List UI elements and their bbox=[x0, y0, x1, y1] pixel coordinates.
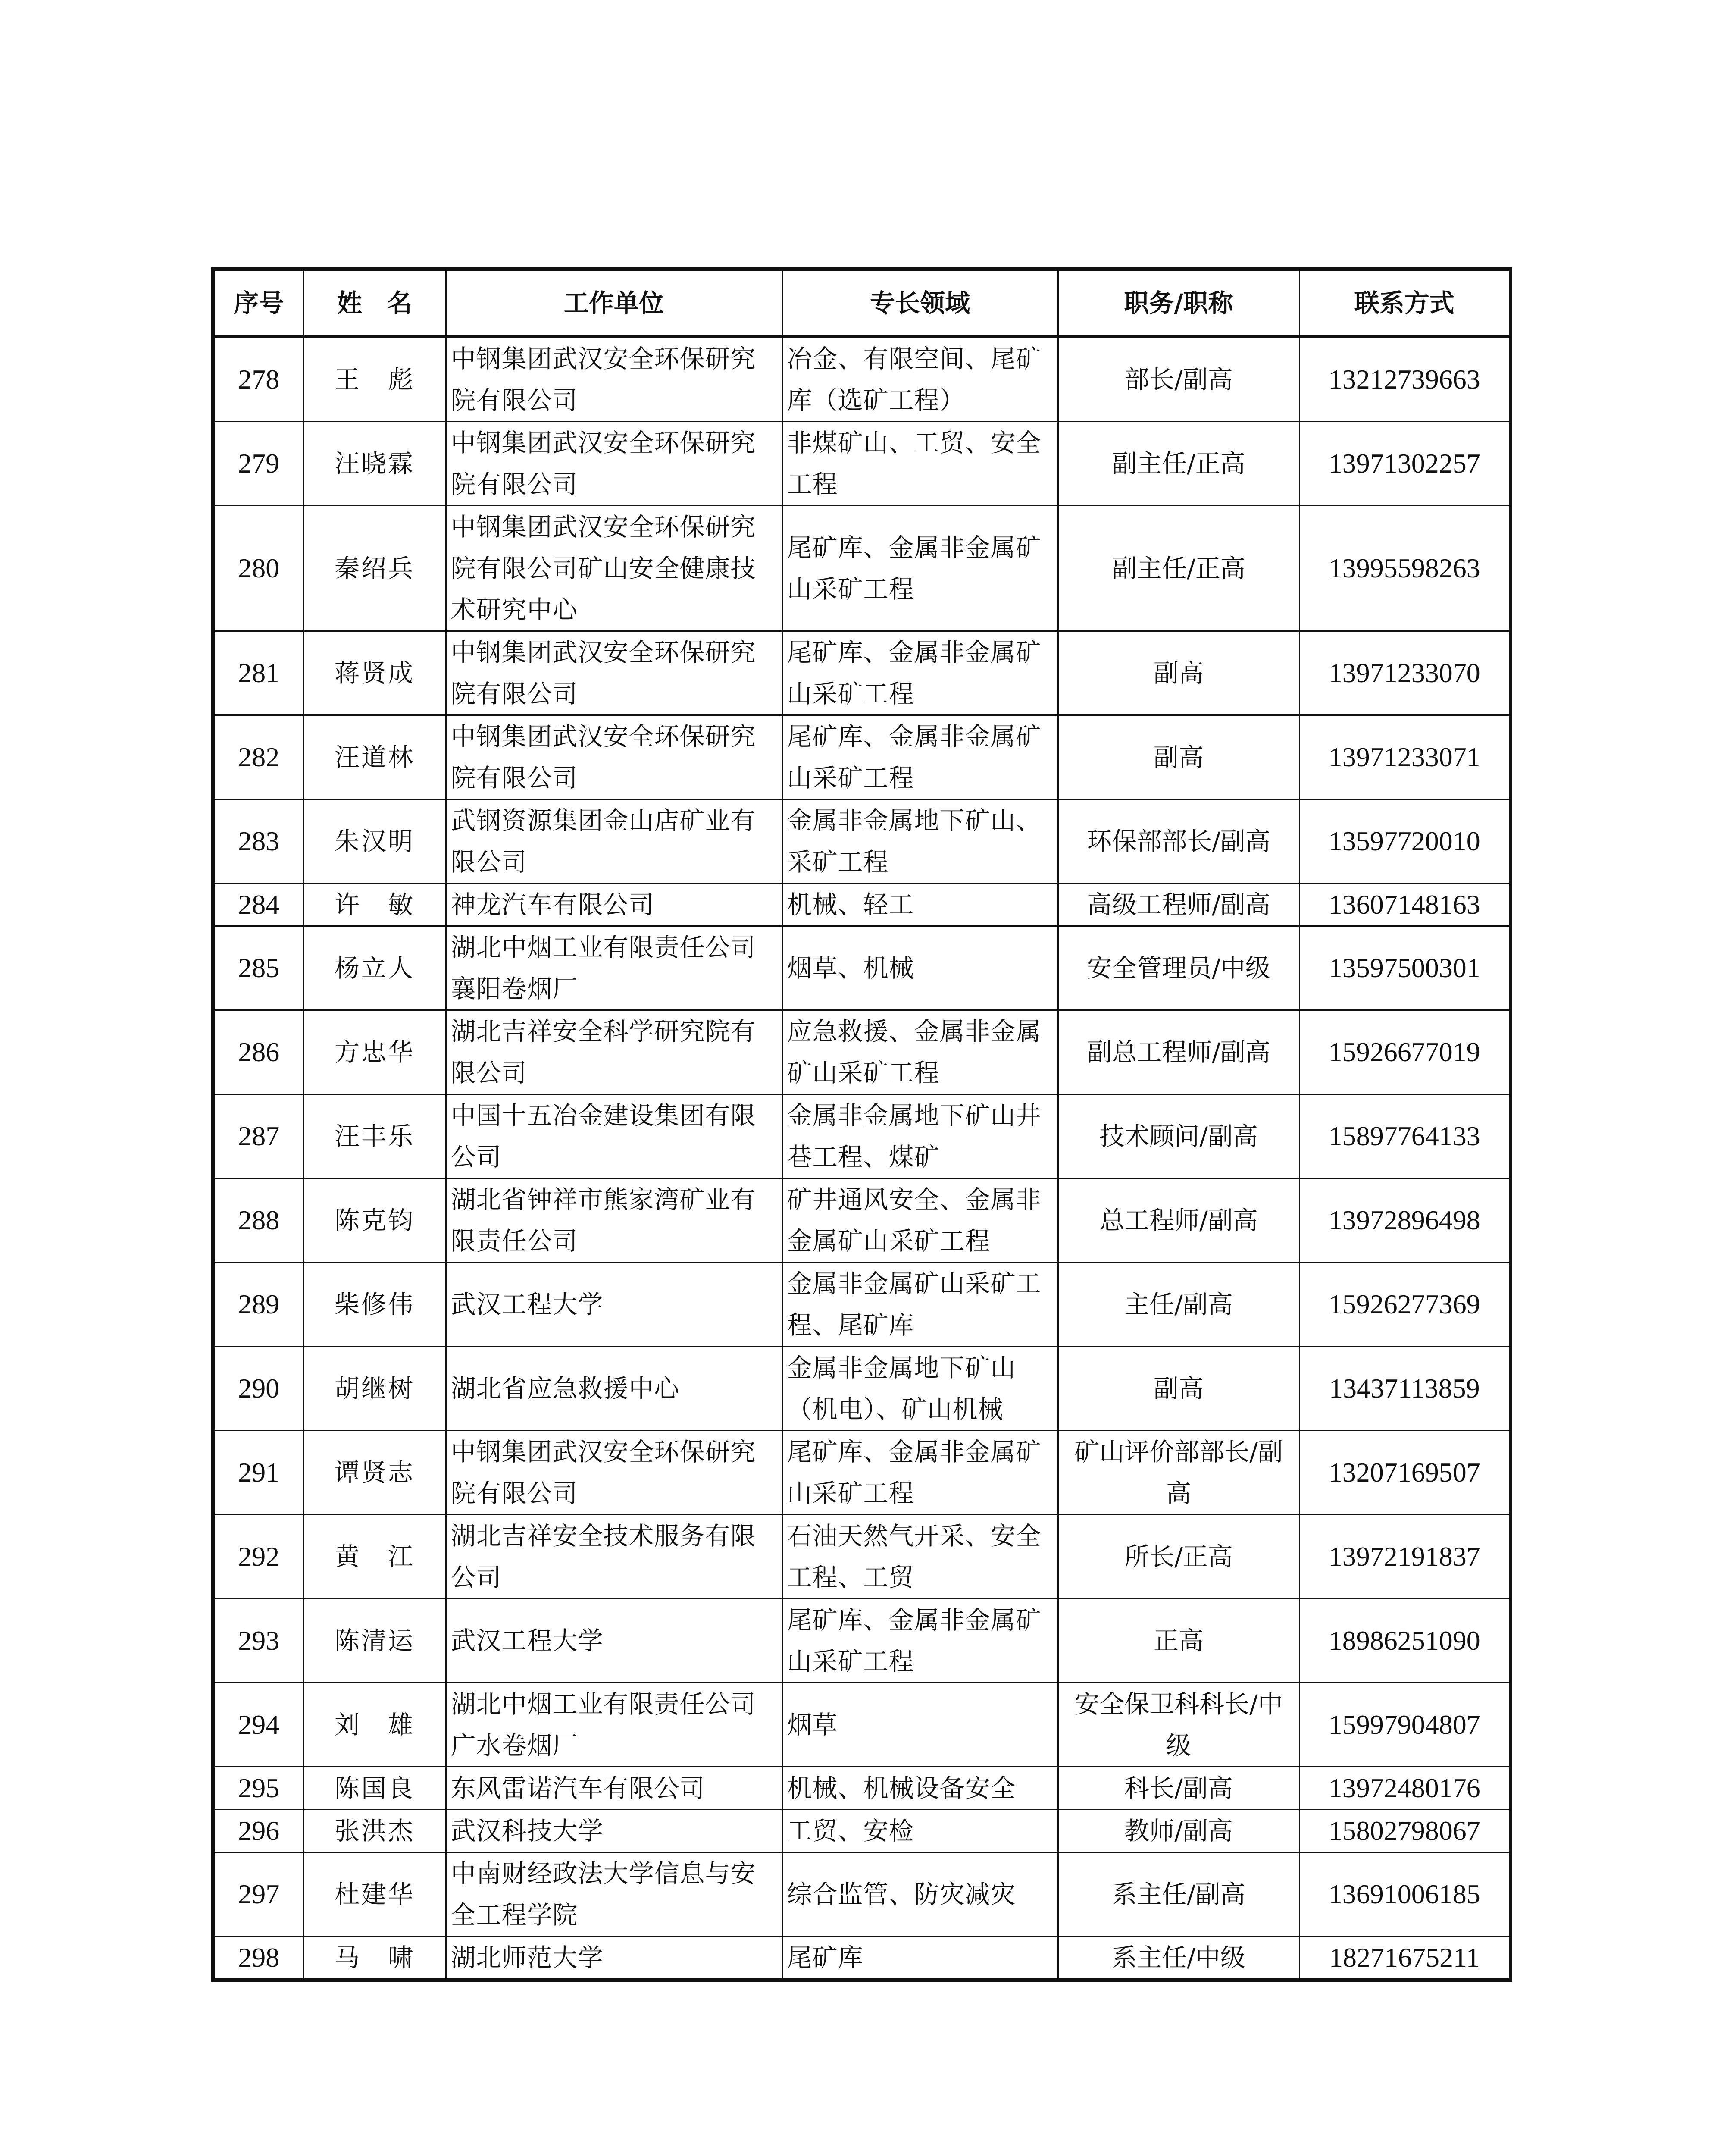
phone-number: 13971233070 bbox=[1299, 631, 1511, 715]
expertise-field: 应急救援、金属非金属矿山采矿工程 bbox=[782, 1010, 1058, 1094]
phone-number: 13995598263 bbox=[1299, 506, 1511, 631]
expertise-field: 冶金、有限空间、尾矿库（选矿工程） bbox=[782, 337, 1058, 422]
phone-number: 13437113859 bbox=[1299, 1347, 1511, 1431]
job-title: 高级工程师/副高 bbox=[1058, 884, 1299, 926]
work-unit: 武汉科技大学 bbox=[446, 1810, 782, 1852]
expertise-field: 非煤矿山、工贸、安全工程 bbox=[782, 422, 1058, 506]
expert-roster-table bbox=[211, 267, 1512, 1982]
expertise-field: 尾矿库、金属非金属矿山采矿工程 bbox=[782, 715, 1058, 799]
job-title: 矿山评价部部长/副高 bbox=[1058, 1431, 1299, 1515]
person-name: 汪丰乐 bbox=[303, 1094, 446, 1178]
work-unit: 武汉工程大学 bbox=[446, 1599, 782, 1683]
person-name: 方忠华 bbox=[303, 1010, 446, 1094]
expertise-field: 金属非金属地下矿山（机电）、矿山机械 bbox=[782, 1347, 1058, 1431]
phone-number: 13597720010 bbox=[1299, 799, 1511, 884]
table-row bbox=[213, 715, 1511, 799]
header-field: 专长领域 bbox=[782, 269, 1058, 337]
expertise-field: 机械、轻工 bbox=[782, 884, 1058, 926]
work-unit: 中钢集团武汉安全环保研究院有限公司矿山安全健康技术研究中心 bbox=[446, 506, 782, 631]
job-title: 正高 bbox=[1058, 1599, 1299, 1683]
header-phone: 联系方式 bbox=[1299, 269, 1511, 337]
person-name: 马 啸 bbox=[303, 1937, 446, 1981]
job-title: 副主任/正高 bbox=[1058, 506, 1299, 631]
row-number: 289 bbox=[213, 1263, 303, 1347]
work-unit: 神龙汽车有限公司 bbox=[446, 884, 782, 926]
expertise-field: 尾矿库 bbox=[782, 1937, 1058, 1981]
phone-number: 13607148163 bbox=[1299, 884, 1511, 926]
job-title: 科长/副高 bbox=[1058, 1767, 1299, 1810]
expertise-field: 工贸、安检 bbox=[782, 1810, 1058, 1852]
row-number: 287 bbox=[213, 1094, 303, 1178]
row-number: 298 bbox=[213, 1937, 303, 1981]
person-name: 陈清运 bbox=[303, 1599, 446, 1683]
table-row bbox=[213, 799, 1511, 884]
job-title: 技术顾问/副高 bbox=[1058, 1094, 1299, 1178]
phone-number: 13972191837 bbox=[1299, 1515, 1511, 1599]
expertise-field: 综合监管、防灾减灾 bbox=[782, 1852, 1058, 1937]
person-name: 陈国良 bbox=[303, 1767, 446, 1810]
work-unit: 武钢资源集团金山店矿业有限公司 bbox=[446, 799, 782, 884]
row-number: 278 bbox=[213, 337, 303, 422]
row-number: 286 bbox=[213, 1010, 303, 1094]
row-number: 290 bbox=[213, 1347, 303, 1431]
expertise-field: 金属非金属矿山采矿工程、尾矿库 bbox=[782, 1263, 1058, 1347]
person-name: 黄 江 bbox=[303, 1515, 446, 1599]
person-name: 王 彪 bbox=[303, 337, 446, 422]
phone-number: 13972480176 bbox=[1299, 1767, 1511, 1810]
table-row bbox=[213, 1810, 1511, 1852]
row-number: 280 bbox=[213, 506, 303, 631]
job-title: 系主任/副高 bbox=[1058, 1852, 1299, 1937]
job-title: 副高 bbox=[1058, 631, 1299, 715]
row-number: 296 bbox=[213, 1810, 303, 1852]
job-title: 所长/正高 bbox=[1058, 1515, 1299, 1599]
row-number: 282 bbox=[213, 715, 303, 799]
table-row bbox=[213, 506, 1511, 631]
table-row bbox=[213, 1431, 1511, 1515]
phone-number: 18986251090 bbox=[1299, 1599, 1511, 1683]
table-row bbox=[213, 1263, 1511, 1347]
job-title: 安全保卫科科长/中级 bbox=[1058, 1683, 1299, 1767]
person-name: 谭贤志 bbox=[303, 1431, 446, 1515]
table-row bbox=[213, 1937, 1511, 1981]
phone-number: 15926277369 bbox=[1299, 1263, 1511, 1347]
work-unit: 湖北省钟祥市熊家湾矿业有限责任公司 bbox=[446, 1178, 782, 1263]
person-name: 汪道林 bbox=[303, 715, 446, 799]
table-row bbox=[213, 1515, 1511, 1599]
work-unit: 湖北中烟工业有限责任公司襄阳卷烟厂 bbox=[446, 926, 782, 1010]
job-title: 安全管理员/中级 bbox=[1058, 926, 1299, 1010]
job-title: 副高 bbox=[1058, 1347, 1299, 1431]
person-name: 陈克钧 bbox=[303, 1178, 446, 1263]
expertise-field: 烟草、机械 bbox=[782, 926, 1058, 1010]
row-number: 293 bbox=[213, 1599, 303, 1683]
expertise-field: 尾矿库、金属非金属矿山采矿工程 bbox=[782, 631, 1058, 715]
header-title: 职务/职称 bbox=[1058, 269, 1299, 337]
job-title: 环保部部长/副高 bbox=[1058, 799, 1299, 884]
expertise-field: 尾矿库、金属非金属矿山采矿工程 bbox=[782, 506, 1058, 631]
phone-number: 15897764133 bbox=[1299, 1094, 1511, 1178]
row-number: 285 bbox=[213, 926, 303, 1010]
row-number: 284 bbox=[213, 884, 303, 926]
table-row bbox=[213, 1178, 1511, 1263]
person-name: 杜建华 bbox=[303, 1852, 446, 1937]
person-name: 胡继树 bbox=[303, 1347, 446, 1431]
row-number: 279 bbox=[213, 422, 303, 506]
person-name: 秦绍兵 bbox=[303, 506, 446, 631]
row-number: 283 bbox=[213, 799, 303, 884]
phone-number: 15997904807 bbox=[1299, 1683, 1511, 1767]
expertise-field: 矿井通风安全、金属非金属矿山采矿工程 bbox=[782, 1178, 1058, 1263]
person-name: 柴修伟 bbox=[303, 1263, 446, 1347]
phone-number: 13207169507 bbox=[1299, 1431, 1511, 1515]
row-number: 294 bbox=[213, 1683, 303, 1767]
phone-number: 13971302257 bbox=[1299, 422, 1511, 506]
table-row bbox=[213, 1094, 1511, 1178]
table-row bbox=[213, 1852, 1511, 1937]
table-body bbox=[213, 337, 1511, 1980]
phone-number: 13972896498 bbox=[1299, 1178, 1511, 1263]
expertise-field: 机械、机械设备安全 bbox=[782, 1767, 1058, 1810]
table-row bbox=[213, 1767, 1511, 1810]
work-unit: 中国十五冶金建设集团有限公司 bbox=[446, 1094, 782, 1178]
work-unit: 中钢集团武汉安全环保研究院有限公司 bbox=[446, 631, 782, 715]
table-row bbox=[213, 926, 1511, 1010]
person-name: 杨立人 bbox=[303, 926, 446, 1010]
job-title: 部长/副高 bbox=[1058, 337, 1299, 422]
phone-number: 13691006185 bbox=[1299, 1852, 1511, 1937]
person-name: 张洪杰 bbox=[303, 1810, 446, 1852]
work-unit: 武汉工程大学 bbox=[446, 1263, 782, 1347]
job-title: 副总工程师/副高 bbox=[1058, 1010, 1299, 1094]
person-name: 蒋贤成 bbox=[303, 631, 446, 715]
work-unit: 中钢集团武汉安全环保研究院有限公司 bbox=[446, 422, 782, 506]
table-row bbox=[213, 884, 1511, 926]
table-row bbox=[213, 1347, 1511, 1431]
work-unit: 湖北中烟工业有限责任公司广水卷烟厂 bbox=[446, 1683, 782, 1767]
phone-number: 18271675211 bbox=[1299, 1937, 1511, 1981]
work-unit: 湖北吉祥安全技术服务有限公司 bbox=[446, 1515, 782, 1599]
header-unit: 工作单位 bbox=[446, 269, 782, 337]
phone-number: 13597500301 bbox=[1299, 926, 1511, 1010]
row-number: 288 bbox=[213, 1178, 303, 1263]
expertise-field: 金属非金属地下矿山井巷工程、煤矿 bbox=[782, 1094, 1058, 1178]
work-unit: 东风雷诺汽车有限公司 bbox=[446, 1767, 782, 1810]
table-row bbox=[213, 631, 1511, 715]
job-title: 教师/副高 bbox=[1058, 1810, 1299, 1852]
expertise-field: 烟草 bbox=[782, 1683, 1058, 1767]
table-row bbox=[213, 422, 1511, 506]
phone-number: 13971233071 bbox=[1299, 715, 1511, 799]
header-name: 姓 名 bbox=[303, 269, 446, 337]
expertise-field: 石油天然气开采、安全工程、工贸 bbox=[782, 1515, 1058, 1599]
expertise-field: 尾矿库、金属非金属矿山采矿工程 bbox=[782, 1431, 1058, 1515]
job-title: 副高 bbox=[1058, 715, 1299, 799]
table-header bbox=[213, 269, 1511, 337]
job-title: 总工程师/副高 bbox=[1058, 1178, 1299, 1263]
person-name: 刘 雄 bbox=[303, 1683, 446, 1767]
work-unit: 中钢集团武汉安全环保研究院有限公司 bbox=[446, 715, 782, 799]
table-row bbox=[213, 1599, 1511, 1683]
row-number: 292 bbox=[213, 1515, 303, 1599]
person-name: 许 敏 bbox=[303, 884, 446, 926]
phone-number: 13212739663 bbox=[1299, 337, 1511, 422]
phone-number: 15926677019 bbox=[1299, 1010, 1511, 1094]
work-unit: 中南财经政法大学信息与安全工程学院 bbox=[446, 1852, 782, 1937]
job-title: 主任/副高 bbox=[1058, 1263, 1299, 1347]
person-name: 汪晓霖 bbox=[303, 422, 446, 506]
phone-number: 15802798067 bbox=[1299, 1810, 1511, 1852]
expertise-field: 金属非金属地下矿山、采矿工程 bbox=[782, 799, 1058, 884]
table-row bbox=[213, 337, 1511, 422]
person-name: 朱汉明 bbox=[303, 799, 446, 884]
row-number: 291 bbox=[213, 1431, 303, 1515]
job-title: 系主任/中级 bbox=[1058, 1937, 1299, 1981]
work-unit: 中钢集团武汉安全环保研究院有限公司 bbox=[446, 1431, 782, 1515]
expertise-field: 尾矿库、金属非金属矿山采矿工程 bbox=[782, 1599, 1058, 1683]
row-number: 281 bbox=[213, 631, 303, 715]
row-number: 297 bbox=[213, 1852, 303, 1937]
work-unit: 湖北师范大学 bbox=[446, 1937, 782, 1981]
job-title: 副主任/正高 bbox=[1058, 422, 1299, 506]
work-unit: 中钢集团武汉安全环保研究院有限公司 bbox=[446, 337, 782, 422]
table-row bbox=[213, 1010, 1511, 1094]
work-unit: 湖北省应急救援中心 bbox=[446, 1347, 782, 1431]
table-row bbox=[213, 1683, 1511, 1767]
header-number: 序号 bbox=[213, 269, 303, 337]
work-unit: 湖北吉祥安全科学研究院有限公司 bbox=[446, 1010, 782, 1094]
row-number: 295 bbox=[213, 1767, 303, 1810]
